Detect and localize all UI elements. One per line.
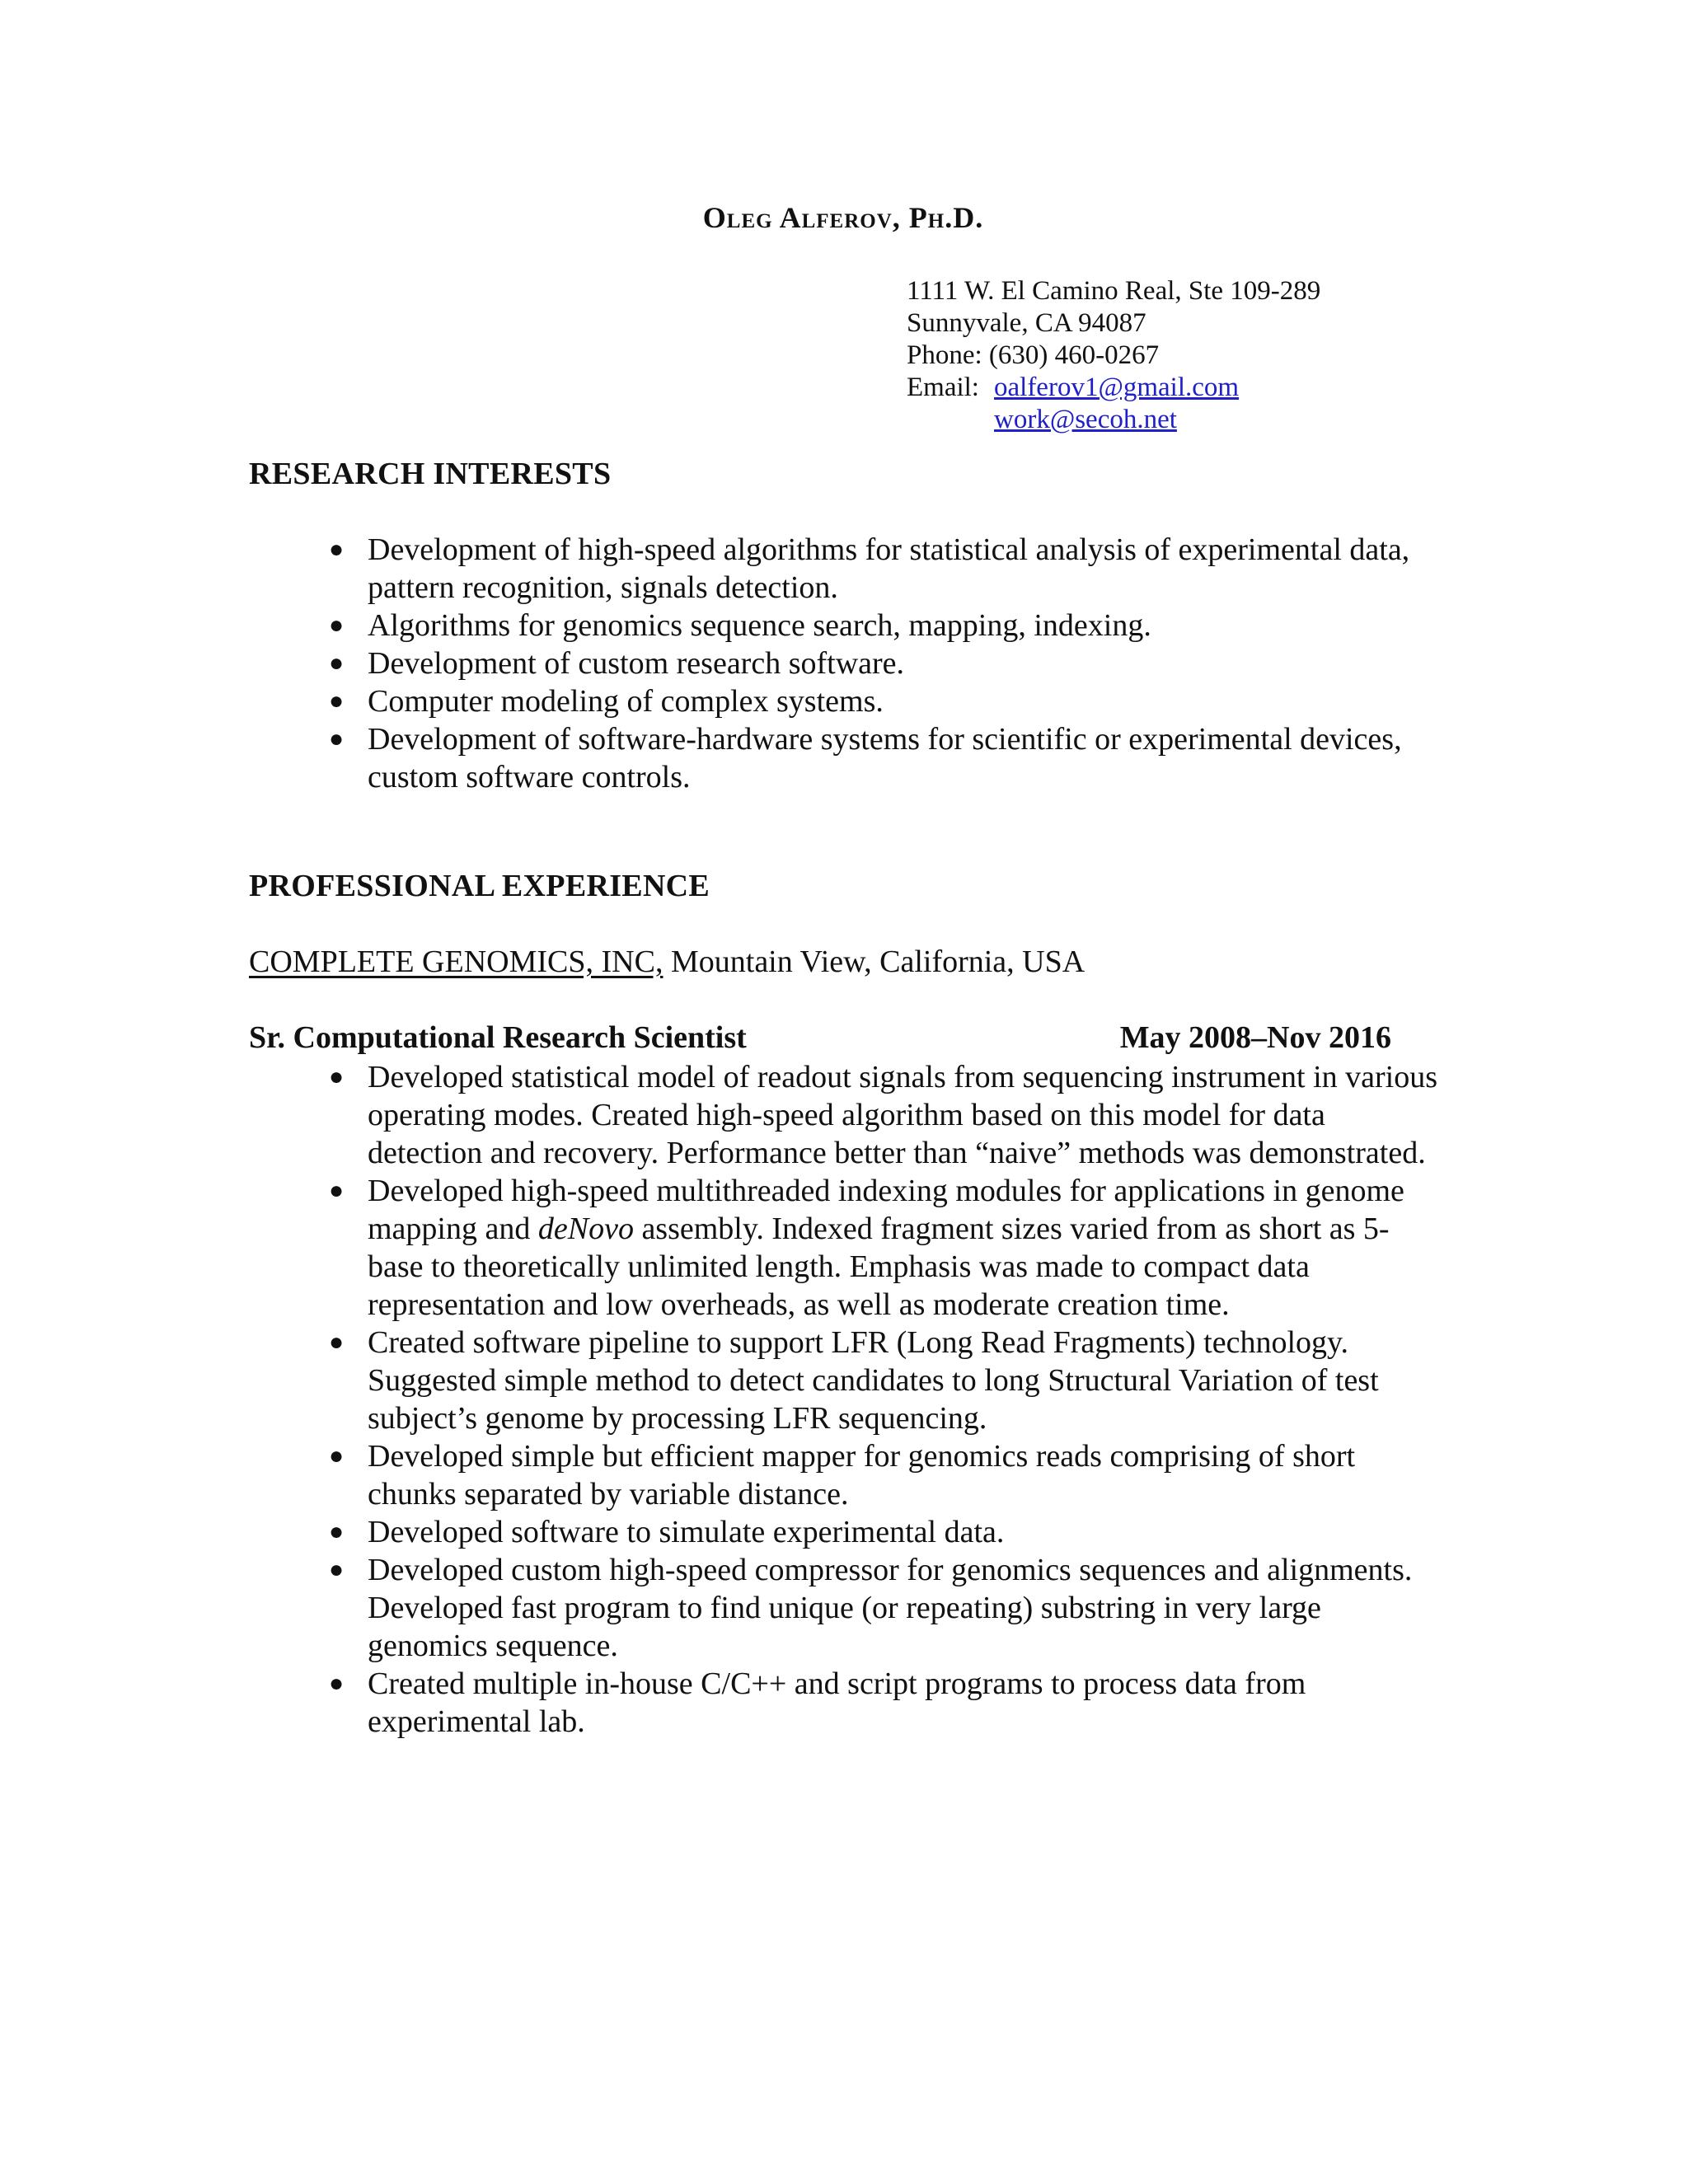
research-item-text: Computer modeling of complex systems. (368, 684, 884, 719)
list-item (249, 1513, 1439, 1551)
bullet-icon: ● (329, 1556, 345, 1583)
bullet-icon: ● (329, 612, 345, 639)
bullet-icon: ● (329, 1518, 345, 1545)
phone-row (907, 340, 1320, 372)
bullet-icon: ● (329, 536, 345, 563)
experience-item-text: Developed software to simulate experimental data. (368, 1515, 1005, 1549)
experience-item-text: Developed statistical model of readout signals from sequencing instrument in various operating modes. Created high-speed algorithm based on this model for data detection and recovery. Performance better than “naive” methods was demonstrated. (368, 1060, 1438, 1170)
list-item (249, 531, 1439, 607)
research-interests-list (249, 531, 1439, 796)
phone-number: (630) 460-0267 (988, 340, 1160, 370)
bullet-icon: ● (329, 1442, 345, 1469)
list-item (249, 682, 1439, 720)
email-primary-link[interactable]: oalferov1@gmail.com (994, 373, 1240, 402)
employer-company: COMPLETE GENOMICS, INC, (249, 944, 663, 979)
bullet-icon: ● (329, 649, 345, 677)
role-dates: May 2008–Nov 2016 (1119, 1020, 1391, 1055)
role-line (249, 1019, 1391, 1056)
list-item (249, 1437, 1439, 1513)
bullet-icon: ● (329, 725, 345, 752)
candidate-name (0, 200, 1688, 235)
list-item (249, 1058, 1439, 1172)
research-item-text: Development of custom research software. (368, 646, 905, 681)
list-item (249, 720, 1439, 796)
list-item (249, 1551, 1439, 1665)
email-secondary-link[interactable]: work@secoh.net (994, 405, 1177, 434)
list-item (249, 644, 1439, 682)
research-interests-heading: RESEARCH INTERESTS (249, 457, 612, 491)
phone-label: Phone: (907, 340, 982, 370)
bullet-icon: ● (329, 1063, 345, 1090)
contact-block (907, 275, 1320, 436)
experience-list (249, 1058, 1439, 1741)
experience-item-text: Developed custom high-speed compressor for genomics sequences and alignments. Developed fast program to find unique (or repeating) substring in very large genomics sequence. (368, 1553, 1413, 1663)
experience-item-text: Created software pipeline to support LFR (Long Read Fragments) technology. Suggested simple method to detect candidates to long Structural Variation of test subject’s genome by processing LFR sequencing. (368, 1325, 1379, 1436)
experience-item-text-before: Developed high-speed multithreaded indexing modules for applications in genome mapping and (368, 1174, 1404, 1246)
bullet-icon: ● (329, 1177, 345, 1204)
employer-location: Mountain View, California, USA (663, 944, 1085, 979)
experience-item-text: Developed simple but efficient mapper for genomics reads comprising of short chunks separated by variable distance. (368, 1439, 1356, 1511)
email-row-secondary (907, 404, 1320, 436)
email-row (907, 372, 1320, 404)
research-item-text: Development of high-speed algorithms for statistical analysis of experimental data, pattern recognition, signals detection. (368, 532, 1410, 605)
bullet-icon: ● (329, 687, 345, 715)
bullet-icon: ● (329, 1670, 345, 1697)
list-item (249, 1324, 1439, 1437)
denovo-term: deNovo (537, 1212, 634, 1246)
list-item (249, 1665, 1439, 1741)
candidate-name-text: Oleg Alferov, Ph.D. (702, 201, 984, 234)
research-item-text: Development of software-hardware systems for scientific or experimental devices, custom software controls. (368, 722, 1402, 794)
address-line-2: Sunnyvale, CA 94087 (907, 308, 1146, 338)
list-item (249, 1172, 1439, 1324)
role-title: Sr. Computational Research Scientist (249, 1020, 747, 1055)
address-line-1: 1111 W. El Camino Real, Ste 109-289 (907, 276, 1321, 306)
list-item (249, 607, 1439, 644)
professional-experience-heading: PROFESSIONAL EXPERIENCE (249, 869, 710, 903)
experience-item-text-after: assembly. Indexed fragment sizes varied from as short as 5-base to theoretically unlimited length. Emphasis was made to compact data representation and low overheads, as well as moderate creation time. (368, 1212, 1390, 1322)
bullet-icon: ● (329, 1329, 345, 1356)
research-item-text: Algorithms for genomics sequence search, mapping, indexing. (368, 608, 1151, 643)
experience-item-text: Created multiple in-house C/C++ and script programs to process data from experimental lab. (368, 1666, 1306, 1739)
email-label: Email: (907, 373, 979, 402)
employer-line (249, 944, 1085, 980)
